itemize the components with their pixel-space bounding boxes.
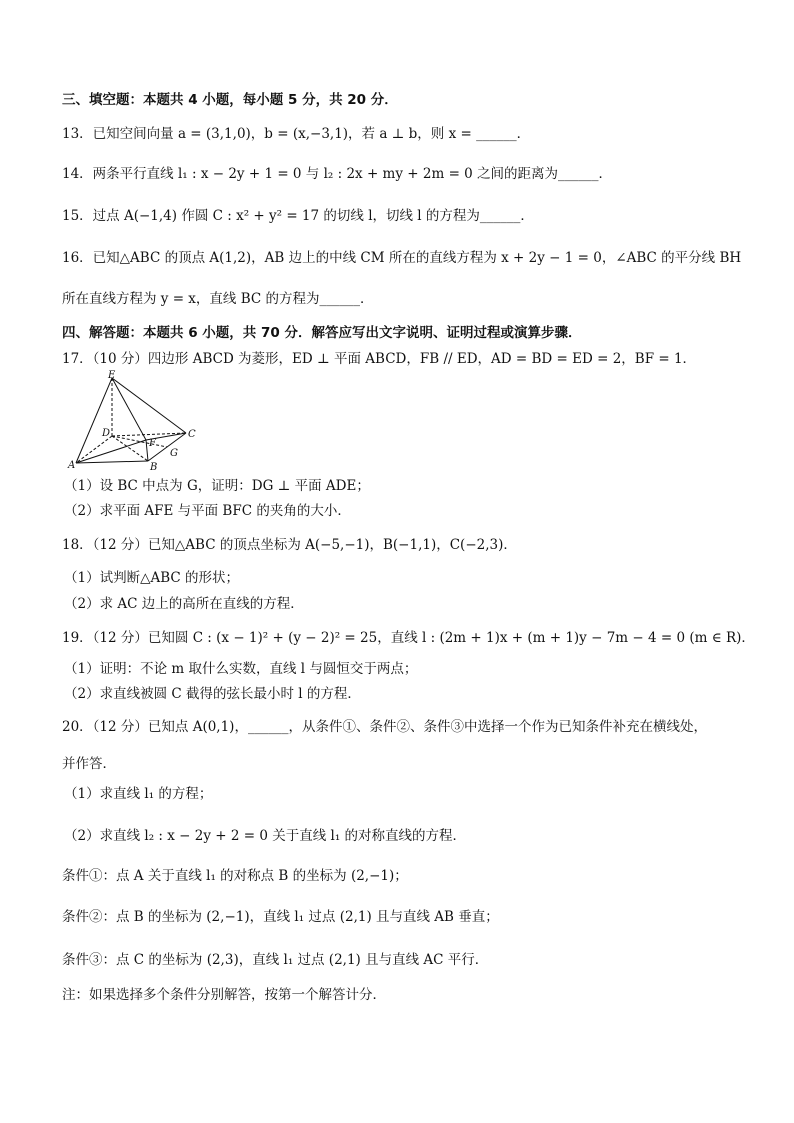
question-19-part1: （1）证明：不论 m 取什么实数，直线 l 与圆恒交于两点； [64,661,418,677]
condition-2: 条件②：点 B 的坐标为 (2,−1)，直线 l₁ 过点 (2,1) 且与直线 AB 垂直； [62,909,499,925]
question-18-part2: （2）求 AC 边上的高所在直线的方程． [64,596,304,612]
question-18: 18．（12 分）已知△ABC 的顶点坐标为 A(−5,−1)，B(−1,1)，C(−2,3)． [62,537,517,553]
label-D: D [102,428,111,439]
edge-EC [112,378,186,433]
question-20-part2: （2）求直线 l₂ : x − 2y + 2 = 0 关于直线 l₁ 的对称直线的方程． [64,828,467,844]
question-16-line1: 16．已知△ABC 的顶点 A(1,2)，AB 边上的中线 CM 所在的直线方程为 x + 2y − 1 = 0，∠ABC 的平分线 BH [62,250,742,266]
question-17-part1: （1）设 BC 中点为 G，证明：DG ⊥ 平面 ADE； [64,478,370,494]
geometry-figure [66,370,216,470]
label-G: G [170,448,178,459]
rhombus-pyramid-diagram [66,370,216,470]
question-20-line1: 20．（12 分）已知点 A(0,1)，______，从条件①、条件②、条件③中选择一个作为已知条件补充在横线处， [62,719,707,735]
edge-DB [112,436,148,461]
label-F: F [149,438,156,449]
question-17-part2: （2）求平面 AFE 与平面 BFC 的夹角的大小． [64,503,351,519]
condition-3: 条件③：点 C 的坐标为 (2,3)，直线 l₁ 过点 (2,1) 且与直线 AC 平行． [62,952,489,968]
edge-EF [112,378,146,440]
question-20-part1: （1）求直线 l₁ 的方程； [64,786,213,802]
label-E: E [108,370,116,381]
label-B: B [150,462,158,470]
question-13: 13．已知空间向量 a = (3,1,0)，b = (x,−3,1)，若 a ⊥ b，则 x = ______． [62,126,531,142]
edge-AF [76,440,146,463]
scoring-note: 注：如果选择多个条件分别解答，按第一个解答计分． [62,987,386,1003]
edge-EA [76,378,112,463]
edge-AB [76,461,148,463]
label-A: A [68,460,76,470]
question-19-part2: （2）求直线被圆 C 截得的弦长最小时 l 的方程． [64,686,361,702]
question-18-part1: （1）试判断△ABC 的形状； [64,570,240,586]
question-20-line2: 并作答． [62,756,116,772]
question-14: 14．两条平行直线 l₁ : x − 2y + 1 = 0 与 l₂ : 2x + my + 2m = 0 之间的距离为______． [62,166,613,182]
condition-1: 条件①：点 A 关于直线 l₁ 的对称点 B 的坐标为 (2,−1)； [62,868,408,884]
label-C: C [188,429,196,440]
question-17: 17．（10 分）四边形 ABCD 为菱形，ED ⊥ 平面 ABCD，FB // ED，AD = BD = ED = 2，BF = 1． [62,351,697,367]
question-16-line2: 所在直线方程为 y = x，直线 BC 的方程为______． [62,291,374,307]
section-heading-fill-blank: 三、填空题：本题共 4 小题，每小题 5 分，共 20 分． [62,92,398,108]
section-heading-solve: 四、解答题：本题共 6 小题，共 70 分．解答应写出文字说明、证明过程或演算步骤． [62,325,582,341]
question-19: 19．（12 分）已知圆 C : (x − 1)² + (y − 2)² = 25，直线 l : (2m + 1)x + (m + 1)y − 7m − 4 = 0 (m ∈ R)． [62,630,755,646]
question-15: 15．过点 A(−1,4) 作圆 C : x² + y² = 17 的切线 l，切线 l 的方程为______． [62,208,534,224]
